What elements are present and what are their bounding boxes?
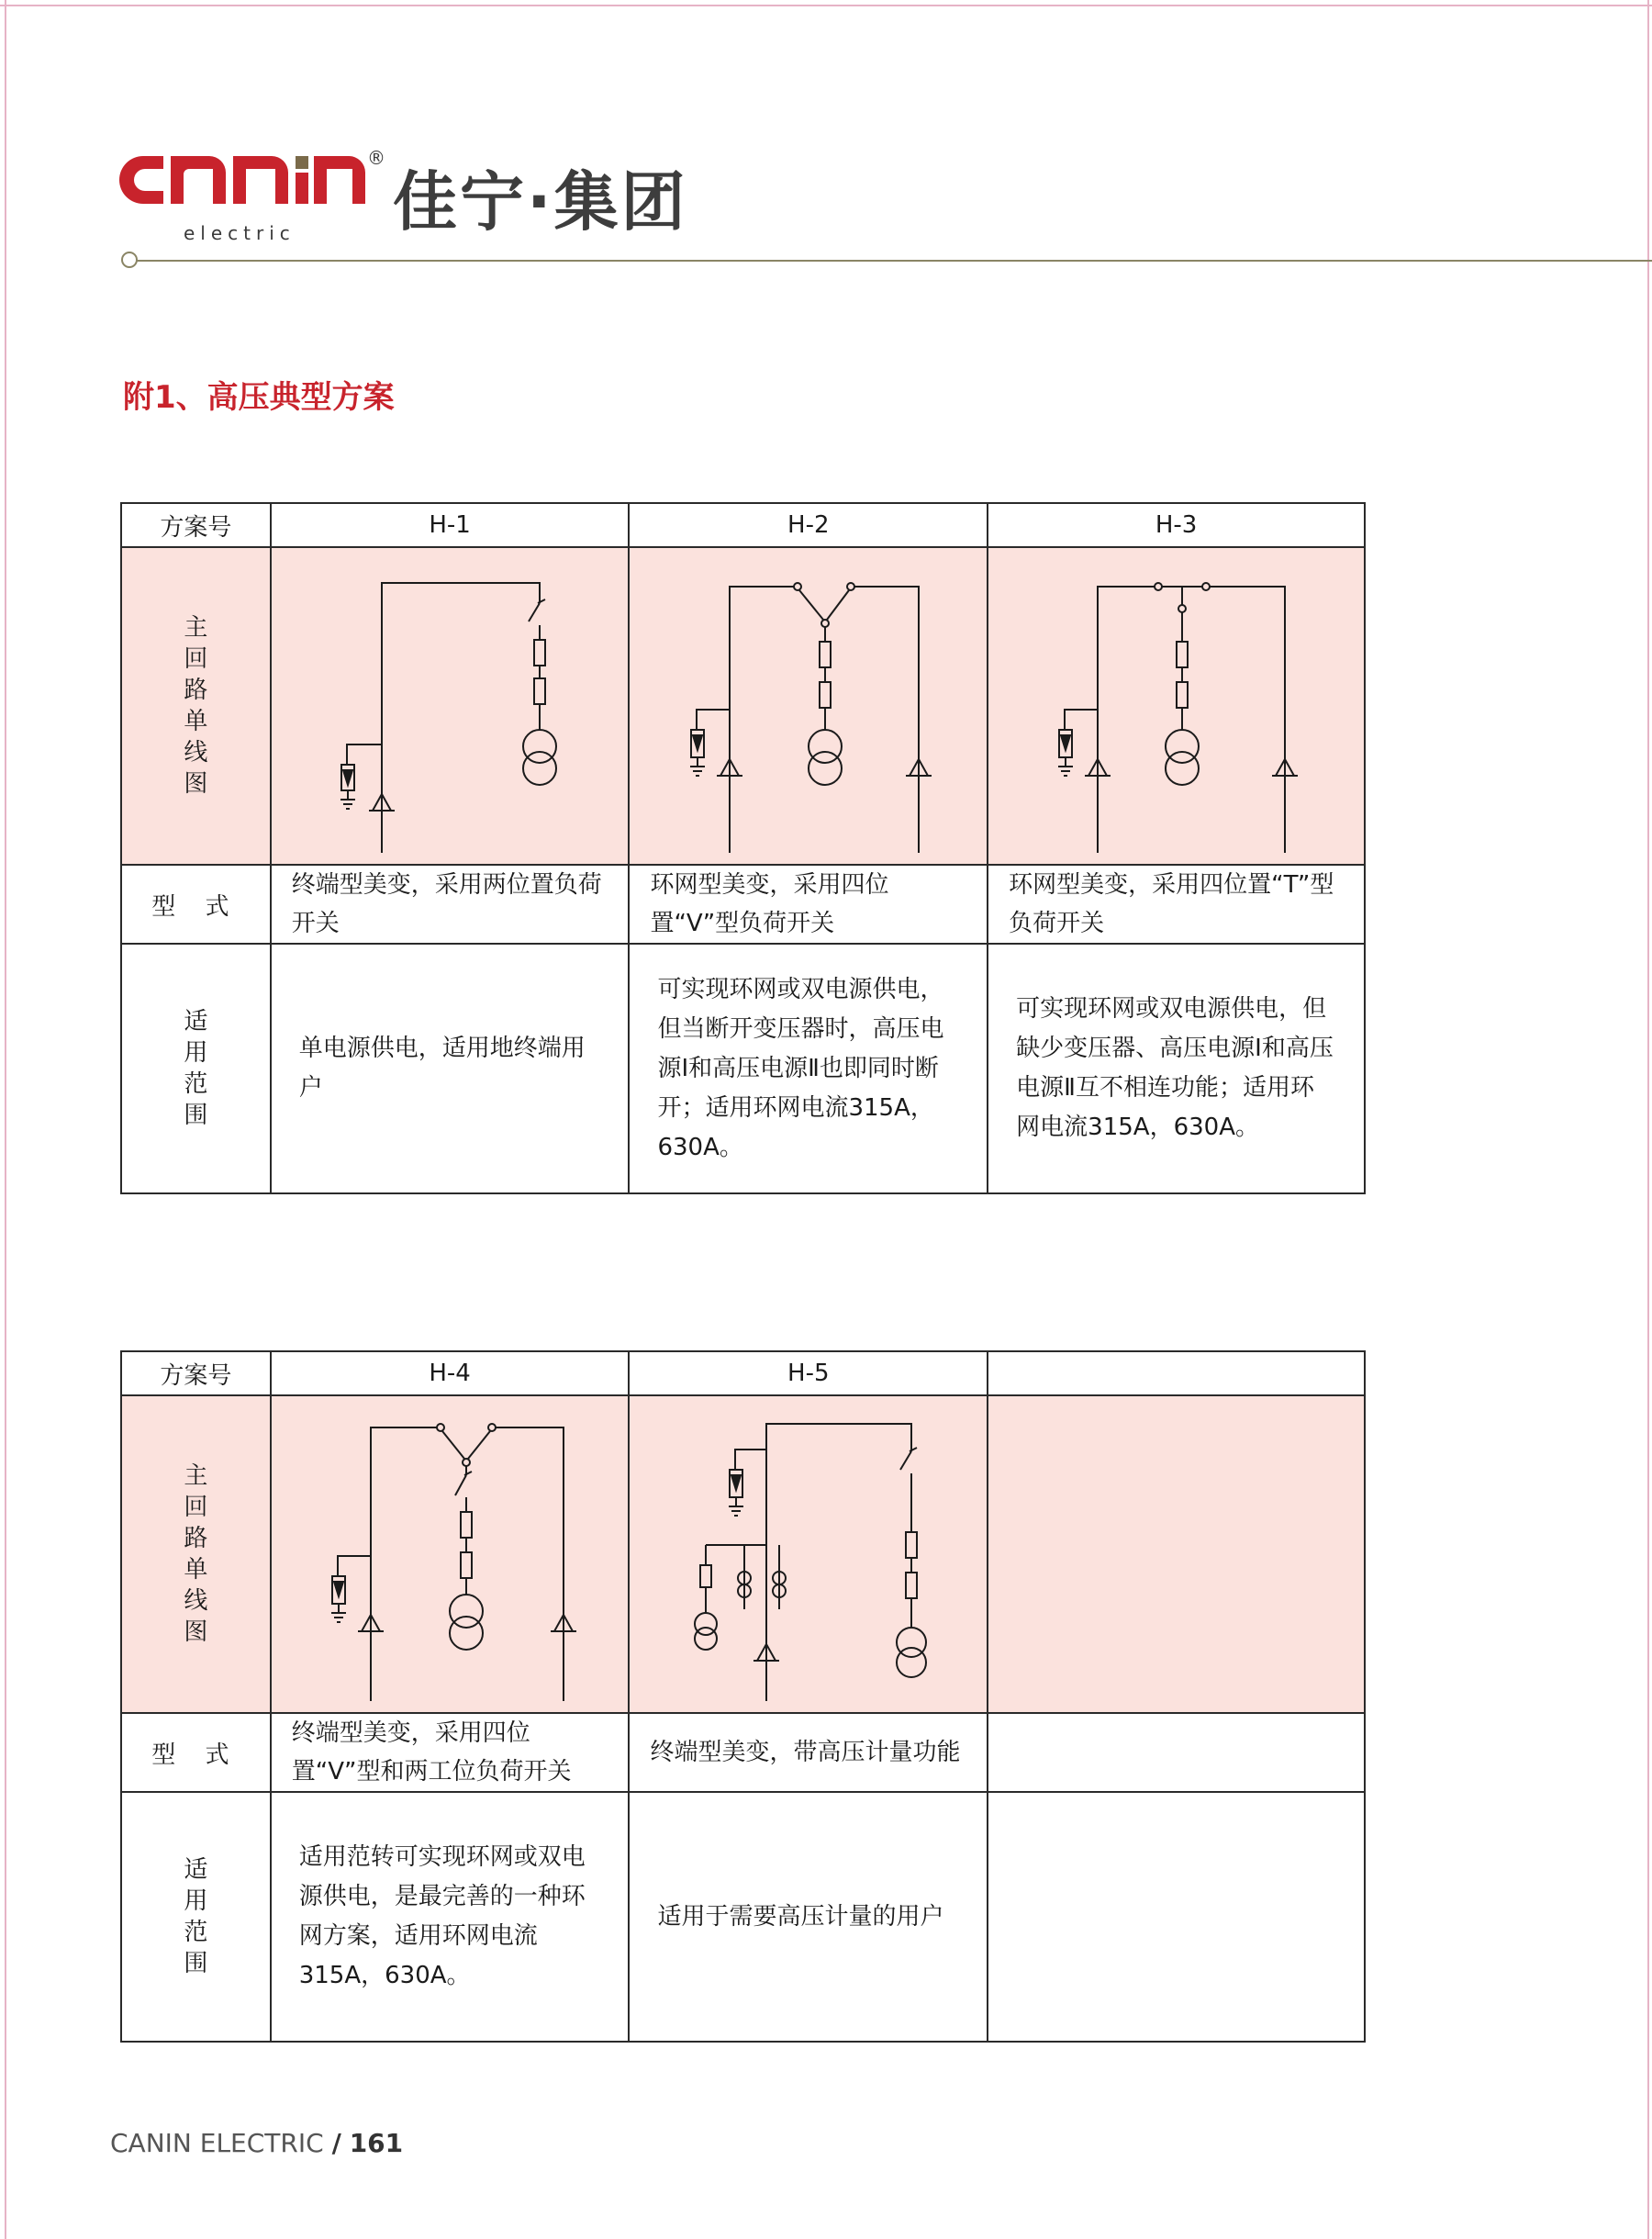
diagram-row [121, 1395, 1365, 1713]
diagram-row-label: 主回路单线图 [121, 1395, 271, 1713]
scope-cell: 可实现环网或双电源供电，但当断开变压器时，高压电源Ⅰ和高压电源Ⅱ也即同时断开；适用环网电流315A，630A。 [629, 944, 988, 1193]
single-line-diagram-h2 [634, 550, 983, 862]
type-row [121, 1713, 1365, 1792]
single-line-diagram-h3 [993, 550, 1360, 862]
scope-row [121, 1792, 1365, 2042]
scope-cell: 适用于需要高压计量的用户 [629, 1792, 988, 2042]
scope-row-label: 适用范围 [121, 1792, 271, 2042]
scope-row-label: 适用范围 [121, 944, 271, 1193]
page-edge-left [5, 0, 6, 2239]
scope-cell: 可实现环网或双电源供电，但缺少变压器、高压电源Ⅰ和高压电源Ⅱ互不相连功能；适用环网电流315A，630A。 [988, 944, 1365, 1193]
brand-name-cn: 佳宁·集团 [393, 164, 688, 240]
single-line-diagram-h1 [275, 550, 624, 862]
scheme-table-2 [120, 1350, 1366, 2043]
diagram-cell [629, 547, 988, 865]
type-cell: 终端型美变，采用两位置负荷开关 [271, 865, 630, 944]
scheme-no-label: 方案号 [121, 1351, 271, 1395]
type-cell: 终端型美变，带高压计量功能 [629, 1713, 988, 1792]
type-row [121, 865, 1365, 944]
scope-row [121, 944, 1365, 1193]
diagram-cell [271, 547, 630, 865]
brand-header [117, 147, 742, 248]
logo-subtitle: electric [184, 222, 296, 244]
type-cell: 环网型美变，采用四位置“V”型负荷开关 [629, 865, 988, 944]
footer-separator: / [331, 2128, 341, 2158]
diagram-cell [629, 1395, 988, 1713]
registered-mark: ® [367, 147, 385, 169]
scope-cell: 单电源供电，适用地终端用户 [271, 944, 630, 1193]
scope-cell [988, 1792, 1365, 2042]
diagram-cell-empty [988, 1395, 1365, 1713]
scheme-id: H-3 [988, 503, 1365, 547]
scheme-header-row [121, 503, 1365, 547]
canin-logo [117, 147, 384, 229]
type-cell: 环网型美变，采用四位置“T”型负荷开关 [988, 865, 1365, 944]
scheme-id [988, 1351, 1365, 1395]
type-cell: 终端型美变，采用四位置“V”型和两工位负荷开关 [271, 1713, 630, 1792]
scheme-id: H-2 [629, 503, 988, 547]
scheme-table-1 [120, 502, 1366, 1194]
section-title: 附1、高压典型方案 [123, 379, 395, 416]
canin-logo-mark [117, 147, 374, 220]
type-row-label: 型 式 [121, 865, 271, 944]
page-footer [110, 2128, 403, 2158]
scheme-id: H-4 [271, 1351, 630, 1395]
diagram-row [121, 547, 1365, 865]
type-cell [988, 1713, 1365, 1792]
diagram-cell [988, 547, 1365, 865]
scheme-id: H-1 [271, 503, 630, 547]
diagram-cell [271, 1395, 630, 1713]
scheme-id: H-5 [629, 1351, 988, 1395]
header-rule-line [136, 260, 1652, 262]
scheme-header-row [121, 1351, 1365, 1395]
scheme-no-label: 方案号 [121, 503, 271, 547]
scope-cell: 适用范转可实现环网或双电源供电，是最完善的一种环网方案，适用环网电流315A，630A。 [271, 1792, 630, 2042]
page-edge-right [1647, 0, 1649, 2239]
footer-company: CANIN ELECTRIC [110, 2128, 324, 2158]
diagram-row-label: 主回路单线图 [121, 547, 271, 865]
page-number: 161 [349, 2128, 404, 2158]
type-row-label: 型 式 [121, 1713, 271, 1792]
page-edge-top [0, 5, 1652, 6]
single-line-diagram-h4 [275, 1398, 624, 1710]
single-line-diagram-h5 [634, 1398, 983, 1710]
